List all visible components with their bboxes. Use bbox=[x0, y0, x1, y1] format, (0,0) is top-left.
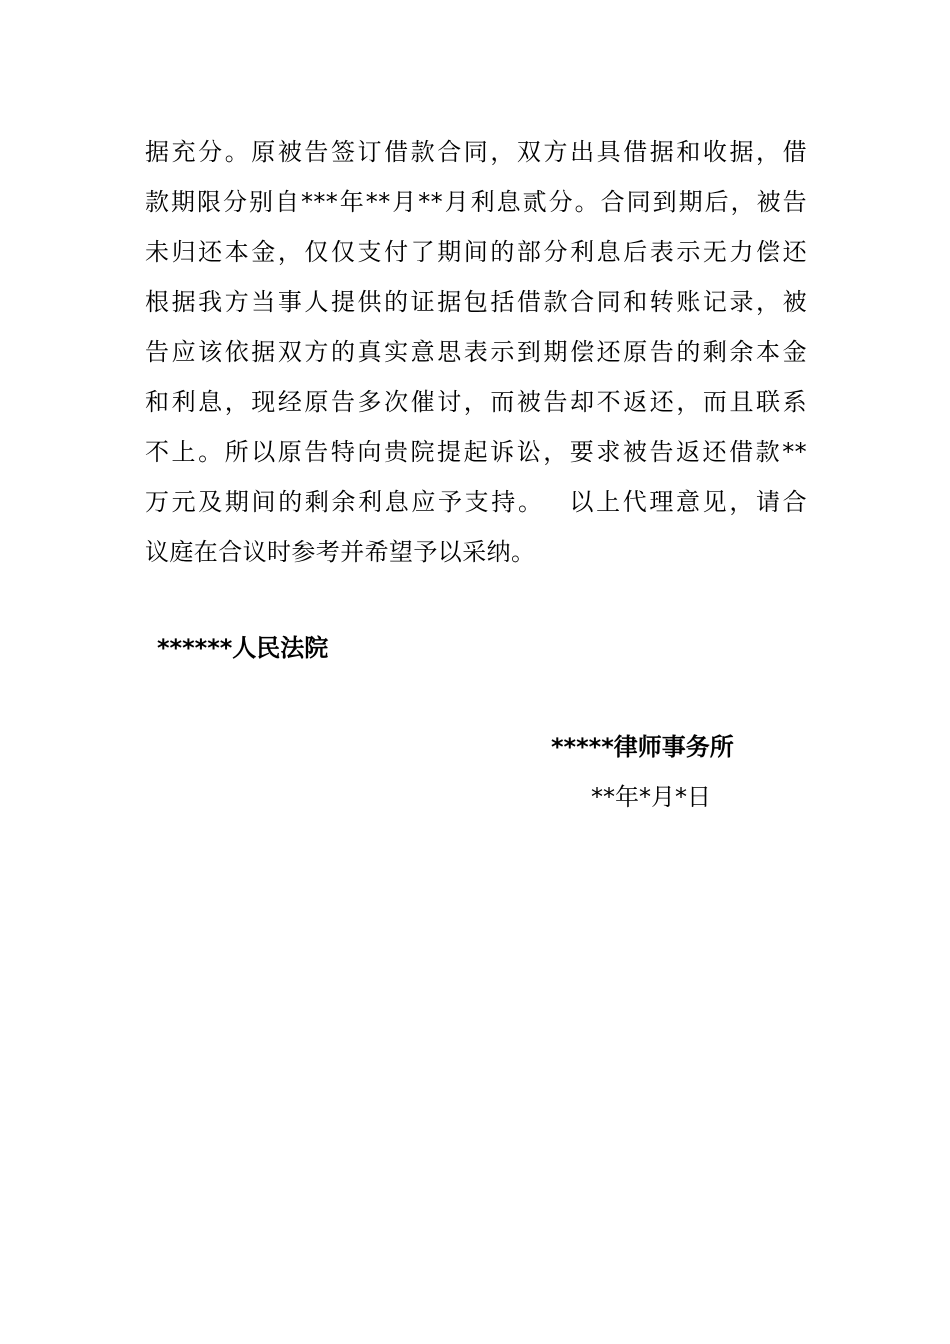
body-line-5: 告应该依据双方的真实意思表示到期偿还原告的剩余本金 bbox=[145, 338, 807, 366]
body-line-1: 据充分。原被告签订借款合同，双方出具借据和收据，借 bbox=[145, 138, 807, 166]
court-name: ******人民法院 bbox=[157, 634, 329, 662]
body-line-3: 未归还本金，仅仅支付了期间的部分利息后表示无力偿还 bbox=[145, 238, 807, 266]
body-line-9: 议庭在合议时参考并希望予以采纳。 bbox=[145, 538, 536, 566]
body-line-8: 万元及期间的剩余利息应予支持。 以上代理意见，请合 bbox=[145, 488, 807, 516]
body-line-2: 款期限分别自***年**月**月利息贰分。合同到期后，被告 bbox=[145, 188, 807, 216]
document-date: **年*月*日 bbox=[591, 783, 711, 811]
body-line-6: 和利息，现经原告多次催讨，而被告却不返还，而且联系 bbox=[145, 388, 807, 416]
body-line-4: 根据我方当事人提供的证据包括借款合同和转账记录，被 bbox=[145, 288, 807, 316]
law-firm-name: *****律师事务所 bbox=[551, 733, 734, 761]
body-line-7: 不上。所以原告特向贵院提起诉讼，要求被告返还借款** bbox=[145, 438, 807, 466]
body-paragraph bbox=[145, 127, 807, 577]
